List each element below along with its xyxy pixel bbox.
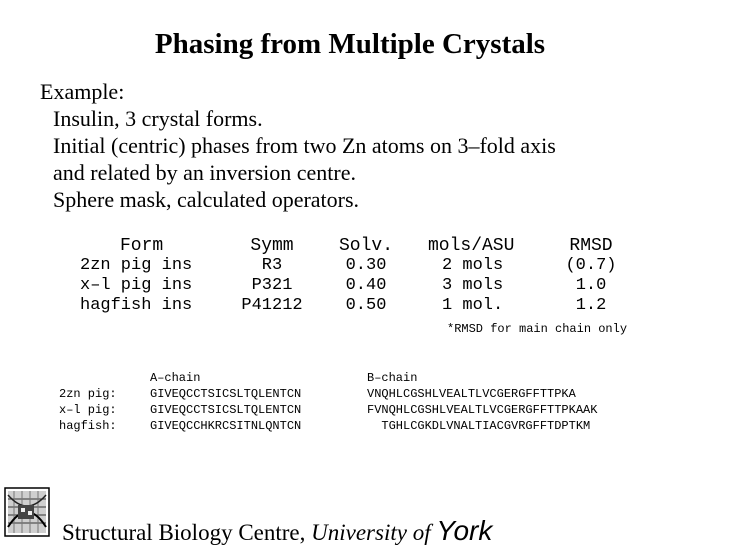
intro-line: Initial (centric) phases from two Zn atoms on 3–fold axis: [53, 133, 556, 158]
b-chain-sequence: FVNQHLCGSHLVEALTLVCGERGFFTTPKAAK: [367, 403, 598, 417]
column-solv: [332, 236, 400, 316]
table-cell-mols: 3 mols: [442, 276, 504, 295]
intro-heading: Example:: [40, 79, 125, 104]
table-cell-mols: 2 mols: [442, 256, 504, 275]
sequence-labels: [59, 386, 117, 434]
intro-line: and related by an inversion centre.: [53, 160, 356, 185]
a-chain-sequences: [150, 370, 301, 434]
table-cell-solv: 0.30: [345, 256, 387, 275]
b-chain-sequence: TGHLCGKDLVNALTIACGVRGFFTDPTKM: [367, 419, 591, 433]
b-chain-header: B–chain: [367, 371, 418, 385]
column-header-form: Form: [120, 236, 164, 256]
a-chain-header: A–chain: [150, 371, 201, 385]
rmsd-footnote: *RMSD for main chain only: [447, 322, 628, 336]
a-chain-sequence: GIVEQCCTSICSLTQLENTCN: [150, 403, 302, 417]
table-cell-form: 2zn pig ins: [80, 256, 193, 275]
a-chain-sequence: GIVEQCCHKRCSITNLQNTCN: [150, 419, 302, 433]
sequence-label: 2zn pig:: [59, 387, 117, 401]
footer-york: York: [436, 515, 493, 546]
column-form: [80, 236, 192, 316]
column-mols: [428, 236, 514, 316]
intro-block: [40, 78, 556, 213]
table-cell-solv: 0.40: [345, 276, 387, 295]
intro-line: Sphere mask, calculated operators.: [53, 187, 360, 212]
column-symm: [232, 236, 312, 316]
intro-line: Insulin, 3 crystal forms.: [53, 106, 263, 131]
table-cell-form: hagfish ins: [80, 296, 193, 315]
table-cell-mols: 1 mol.: [442, 296, 504, 315]
footer: [62, 515, 492, 547]
table-cell-solv: 0.50: [345, 296, 387, 315]
column-rmsd: [558, 236, 624, 316]
sbc-logo-icon: [4, 487, 50, 537]
column-header-mols: mols/ASU: [428, 236, 515, 256]
table-cell-symm: P321: [251, 276, 293, 295]
footer-university: University of: [311, 520, 431, 545]
table-cell-rmsd: 1.0: [575, 276, 607, 295]
footer-centre: Structural Biology Centre,: [62, 520, 306, 545]
b-chain-sequences: [367, 370, 597, 434]
b-chain-sequence: VNQHLCGSHLVEALTLVCGERGFFTTPKA: [367, 387, 576, 401]
column-header-solv: Solv.: [338, 236, 393, 256]
page-title: Phasing from Multiple Crystals: [154, 28, 546, 60]
a-chain-sequence: GIVEQCCTSICSLTQLENTCN: [150, 387, 302, 401]
table-cell-symm: R3: [261, 256, 283, 275]
table-cell-rmsd: (0.7): [565, 256, 617, 275]
table-cell-symm: P41212: [241, 296, 303, 315]
sequence-label: x–l pig:: [59, 403, 117, 417]
column-header-rmsd: RMSD: [569, 236, 613, 256]
column-header-symm: Symm: [250, 236, 294, 256]
table-cell-form: x–l pig ins: [80, 276, 193, 295]
table-cell-rmsd: 1.2: [575, 296, 607, 315]
sequence-label: hagfish:: [59, 419, 117, 433]
